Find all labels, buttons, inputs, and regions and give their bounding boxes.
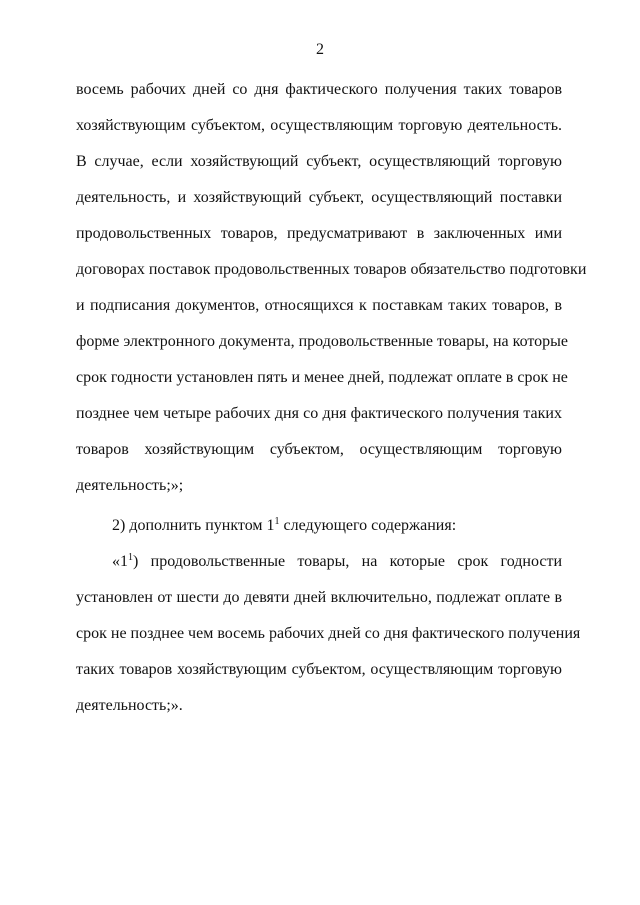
text-line: деятельность;». — [76, 697, 183, 714]
text-line: позднее чем четыре рабочих дня со дня фактического получения таких — [76, 405, 562, 422]
text-line: срок не позднее чем восемь рабочих дней со дня фактического получения — [76, 625, 581, 642]
amendment-item-2 — [76, 508, 562, 544]
text-line: продовольственных товаров, предусматривают в заключенных ими — [76, 225, 562, 242]
text-line: товаров хозяйствующим субъектом, осуществляющим торговую — [76, 441, 562, 458]
text-line: таких товаров хозяйствующим субъектом, осуществляющим торговую — [76, 661, 562, 678]
superscript: 1 — [128, 552, 133, 563]
text-line — [76, 508, 562, 544]
page-number: 2 — [316, 41, 324, 58]
new-clause-paragraph — [76, 544, 581, 724]
text-line — [76, 544, 562, 580]
clause-text: ) продовольственные товары, на которые срок годности — [133, 553, 562, 570]
text-line: срок годности установлен пять и менее дней, подлежат оплате в срок не — [76, 369, 568, 386]
text-line: форме электронного документа, продовольственные товары, на которые — [76, 333, 569, 350]
text-line: установлен от шести до девяти дней включительно, подлежат оплате в — [76, 589, 562, 606]
item-text-before: 2) дополнить пунктом 1 — [112, 517, 275, 534]
text-line: хозяйствующим субъектом, осуществляющим торговую деятельность. — [76, 117, 562, 134]
text-line: договорах поставок продовольственных товаров обязательство подготовки — [76, 261, 587, 278]
text-line: и подписания документов, относящихся к поставкам таких товаров, в — [76, 297, 562, 314]
paragraph-continuation — [76, 72, 587, 504]
text-line: В случае, если хозяйствующий субъект, осуществляющий торговую — [76, 153, 562, 170]
clause-number: «1 — [112, 553, 128, 570]
superscript: 1 — [274, 516, 280, 527]
item-text-after: следующего содержания: — [279, 517, 457, 534]
text-line: восемь рабочих дней со дня фактического получения таких товаров — [76, 81, 562, 98]
text-line: деятельность, и хозяйствующий субъект, осуществляющий поставки — [76, 189, 562, 206]
text-line: деятельность;»; — [76, 477, 184, 494]
